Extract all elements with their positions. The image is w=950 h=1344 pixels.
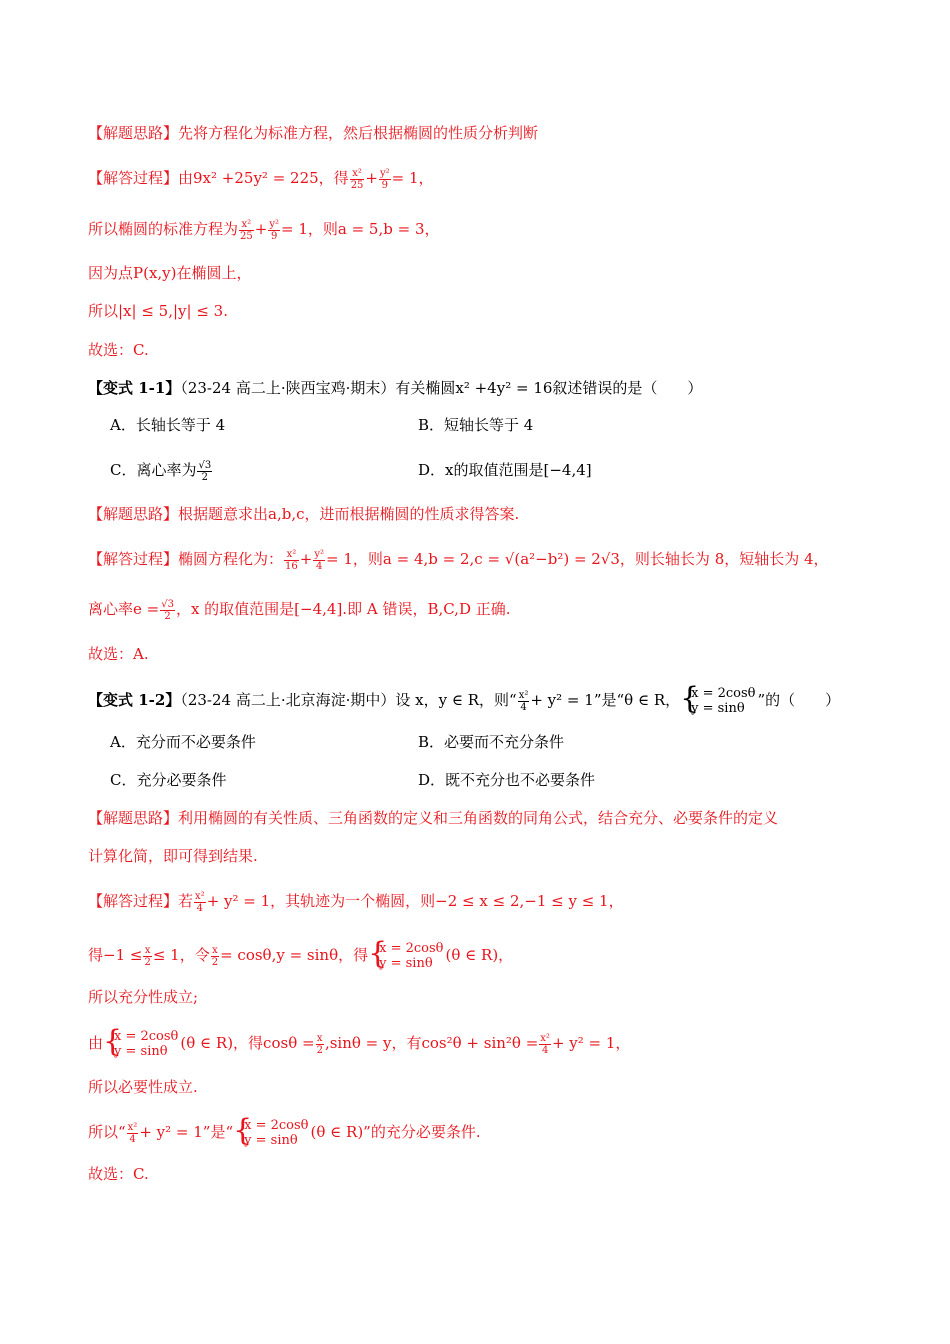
- text: + y² = 1，其轨迹为一个椭圆，则−2 ≤ x ≤ 2,−1 ≤ y ≤ 1，: [206, 892, 624, 910]
- option-c: C．充分必要条件: [110, 771, 227, 789]
- equation-system: { x = 2cosθ y = sinθ: [235, 1118, 308, 1148]
- fraction: $\frac{\text{y²}}{4}$: [314, 548, 325, 572]
- solution-process-line-2: [88, 941, 513, 971]
- option-d: D．x的取值范围是[−4,4]: [418, 461, 592, 479]
- text: 由: [88, 1034, 104, 1052]
- solution-idea-line-1: [88, 122, 538, 144]
- equation-system: { x = 2cosθ y = sinθ: [682, 686, 755, 716]
- fraction: $\frac{x}{2}$: [144, 944, 151, 968]
- solution-line-3: 因为点P(x,y)在椭圆上，: [88, 264, 252, 282]
- solution-idea-line-2: 计算化简，即可得到结果.: [88, 847, 258, 865]
- solution-idea-tag: 【解题思路】: [88, 505, 179, 523]
- text: ，x 的取值范围是[−4,4].即 A 错误，B,C,D 正确.: [175, 600, 511, 618]
- solution-idea-line-1: [88, 807, 778, 829]
- fraction: $\frac{\text{x²}}{4}$: [127, 1121, 138, 1145]
- fraction: $\frac{x}{2}$: [211, 944, 219, 968]
- solution-idea-text: 利用椭圆的有关性质、三角函数的定义和三角函数的同角公式，结合充分、必要条件的定义: [178, 809, 779, 827]
- text: ”的（ ）: [757, 691, 841, 709]
- text: 椭圆方程化为：: [178, 550, 284, 568]
- solution-process-line-6: [88, 1118, 481, 1148]
- option-a: A．充分而不必要条件: [110, 733, 256, 751]
- answer-line: 故选：A.: [88, 645, 149, 663]
- fraction: $\frac{√3}{2}$: [161, 598, 174, 622]
- fraction: $\frac{\text{x²}}{25}$: [350, 167, 364, 191]
- text: ≤ 1，令: [152, 946, 210, 964]
- math-text: 由9x² +25y² = 225，得: [178, 169, 349, 187]
- fraction: $\frac{\text{x²}}{4}$: [540, 1032, 550, 1056]
- solution-process-tag: 【解答过程】: [88, 169, 179, 187]
- text: = cosθ,y = sinθ，得: [220, 946, 369, 964]
- solution-process-line-2: [88, 598, 511, 622]
- text: 所以“: [88, 1123, 126, 1141]
- equation-system: { x = 2cosθ y = sinθ: [370, 941, 443, 971]
- text: ,sinθ = y，有cos²θ + sin²θ =: [324, 1034, 539, 1052]
- fraction: $\frac{\text{x²}}{25}$: [240, 218, 253, 242]
- solution-process-line-4: [88, 1029, 630, 1059]
- solution-process-line: 【解答过程】椭圆方程化为： $\frac{\text{x²}}{16}$ + $\frac{\text{y²}}{4}$ = 1，则a = 4,b = 2,c = √(a²−b²) = 2√3，则长轴长为 8，短轴长为 4，: [88, 548, 829, 572]
- fraction: $\frac{\text{y²}}{9}$: [380, 167, 390, 191]
- text: + y² = 1”是“: [139, 1123, 234, 1141]
- solution-idea-tag: 【解题思路】: [88, 124, 179, 142]
- option-a: A．长轴长等于 4: [110, 416, 226, 434]
- variant-1-2-question: [88, 686, 840, 716]
- option-b: B．短轴长等于 4: [418, 416, 534, 434]
- text: 得−1 ≤: [88, 946, 143, 964]
- variant-tag: 【变式 1-2】: [88, 691, 181, 709]
- variant-1-1-question: [88, 377, 702, 399]
- text: = 1，则a = 5,b = 3，: [281, 220, 440, 238]
- variant-tag: 【变式 1-1】: [88, 379, 181, 397]
- equation-system: { x = 2cosθ y = sinθ: [105, 1029, 178, 1059]
- solution-process-line-3: 所以充分性成立;: [88, 988, 199, 1006]
- text: 若: [178, 892, 194, 910]
- text: （23-24 高二上·北京海淀·期中）设 x，y ∈ R，则“: [180, 691, 517, 709]
- option-d: D．既不充分也不必要条件: [418, 771, 596, 789]
- fraction: $\frac{x}{2}$: [316, 1032, 323, 1056]
- text: 所以椭圆的标准方程为: [88, 220, 239, 238]
- solution-process-tag: 【解答过程】: [88, 550, 179, 568]
- fraction: $\frac{√3}{2}$: [198, 459, 212, 483]
- solution-idea-text: 根据题意求出a,b,c，进而根据椭圆的性质求得答案.: [178, 505, 520, 523]
- question-text: （23-24 高二上·陕西宝鸡·期末）有关椭圆x² +4y² = 16叙述错误的是（ ）: [180, 379, 703, 397]
- text: = 1，则a = 4,b = 2,c = √(a²−b²) = 2√3，则长轴长为 8，短轴长为 4，: [326, 550, 829, 568]
- text: + y² = 1，: [551, 1034, 631, 1052]
- math-text: = 1，: [391, 169, 434, 187]
- solution-idea-line: [88, 503, 519, 525]
- option-b: B．必要而不充分条件: [418, 733, 565, 751]
- solution-process-line-1: [88, 890, 624, 914]
- solution-idea-tag: 【解题思路】: [88, 809, 179, 827]
- fraction: $\frac{\text{x²}}{4}$: [518, 689, 529, 713]
- solution-idea-text: 先将方程化为标准方程，然后根据椭圆的性质分析判断: [178, 124, 539, 142]
- text: + y² = 1”是“θ ∈ R，: [530, 691, 681, 709]
- solution-line-2: 所以椭圆的标准方程为 $\frac{\text{x²}}{25}$ + $\frac{\text{y²}}{9}$ = 1，则a = 5,b = 3，: [88, 218, 440, 242]
- answer-line: 故选：C.: [88, 1165, 149, 1183]
- solution-process-line-1: 【解答过程】由9x² +25y² = 225，得 $\frac{\text{x²}}{25}$ + $\frac{\text{y²}}{9}$ = 1，: [88, 167, 434, 191]
- text: (θ ∈ R)”的充分必要条件.: [310, 1123, 481, 1141]
- fraction: $\frac{\text{x²}}{4}$: [195, 890, 205, 914]
- fraction: $\frac{\text{x²}}{16}$: [285, 548, 298, 572]
- solution-line-4: 所以|x| ≤ 5,|y| ≤ 3.: [88, 302, 228, 320]
- solution-process-tag: 【解答过程】: [88, 892, 179, 910]
- fraction: $\frac{\text{y²}}{9}$: [269, 218, 279, 242]
- text: (θ ∈ R)，得cosθ =: [180, 1034, 315, 1052]
- answer-line: 故选：C.: [88, 341, 149, 359]
- text: 离心率e =: [88, 600, 160, 618]
- text: (θ ∈ R)，: [445, 946, 514, 964]
- option-c: [110, 459, 213, 483]
- solution-process-line-5: 所以必要性成立.: [88, 1078, 198, 1096]
- option-c-text: C．离心率为: [110, 461, 197, 479]
